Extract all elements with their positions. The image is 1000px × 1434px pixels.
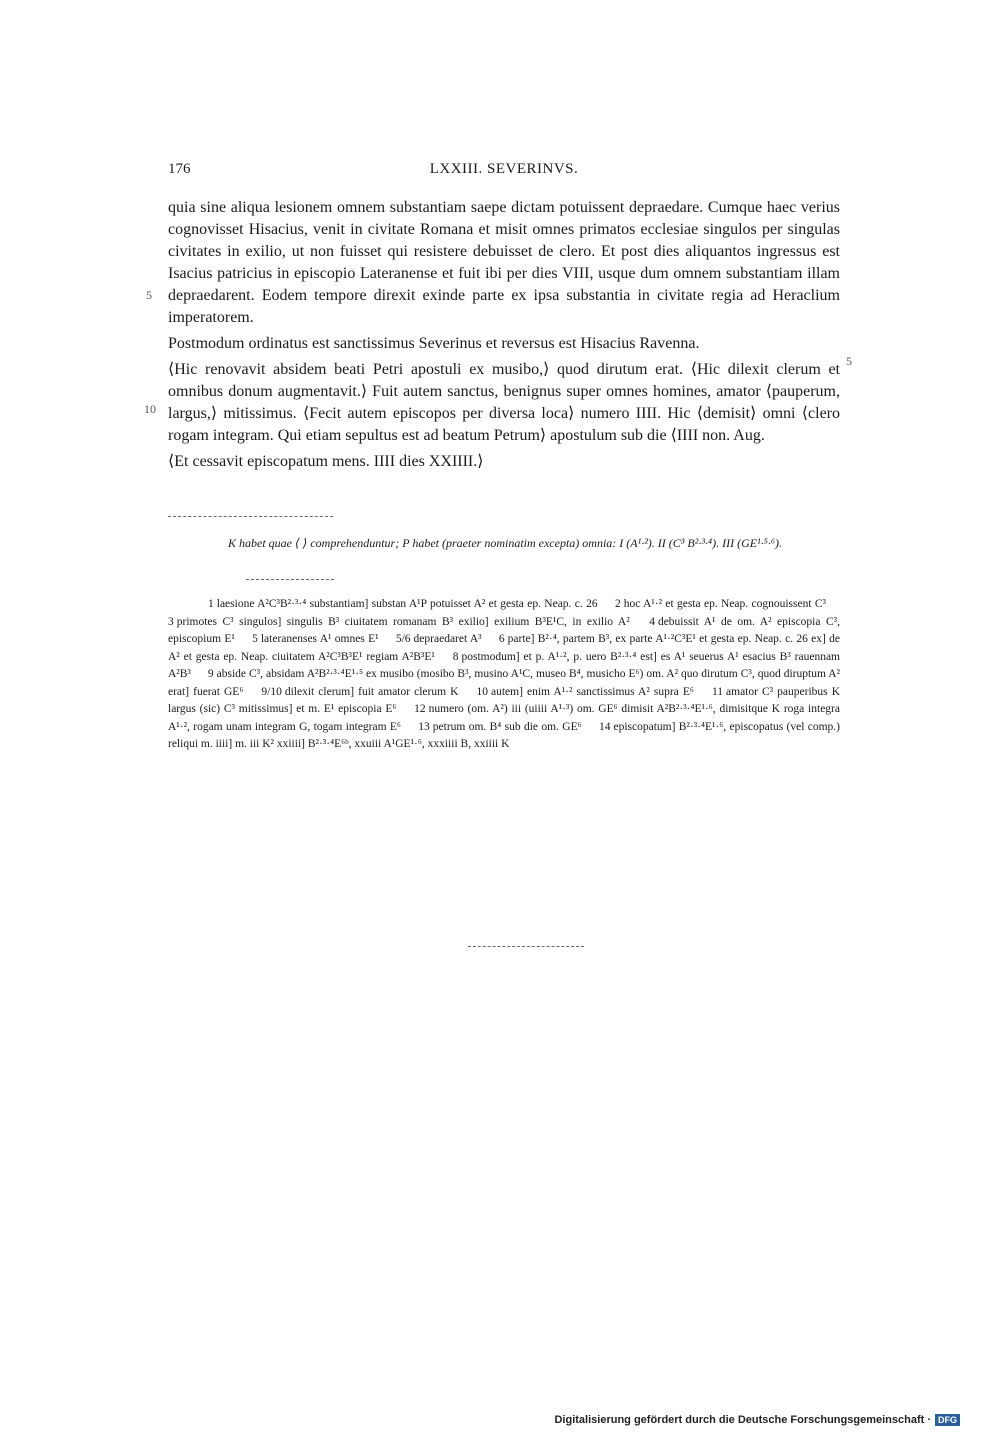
apparatus-text: lateranenses A¹ omnes E¹ bbox=[260, 633, 379, 645]
apparatus-line-number: 9 bbox=[207, 668, 214, 680]
apparatus-text: parte] B²·⁴, partem B³, ex parte A¹·²C³E¹ et gesta ep. Neap. c. 26 ex] de A² et gesta ep. Neap. ciuitatem A²C³B³E¹ regiam A²B³E¹ bbox=[168, 633, 840, 663]
apparatus-text: amator C³ pauperibus K largus (sic) C³ mitissimus] et m. E¹ episcopia E⁶ bbox=[168, 685, 841, 715]
apparatus-entry bbox=[168, 616, 630, 628]
page-number: 176 bbox=[168, 161, 191, 177]
apparatus-line-number: 6 bbox=[498, 633, 505, 645]
apparatus-entry bbox=[261, 686, 458, 698]
apparatus-line-number: 5 bbox=[252, 633, 258, 645]
apparatus-entry bbox=[396, 633, 482, 645]
separator-rule bbox=[246, 579, 334, 580]
apparatus-text: depraedaret A³ bbox=[413, 633, 482, 645]
footer-text: Digitalisierung gefördert durch die Deutsche Forschungsgemeinschaft · bbox=[554, 1414, 931, 1426]
main-text bbox=[168, 197, 840, 477]
page-header bbox=[168, 161, 840, 183]
siglum-note: K habet quae ⟨ ⟩ comprehenduntur; P habet (praeter nominatim excepta) omnia: I (A¹·²). II (C³ B²·³·⁴). III (GE¹·⁵·⁶). bbox=[228, 536, 782, 550]
apparatus-line-number: 4 bbox=[649, 615, 655, 628]
apparatus-entry bbox=[208, 598, 598, 610]
line-number-right: 5 bbox=[846, 354, 852, 368]
end-rule bbox=[468, 946, 584, 947]
paragraph: ⟨Et cessavit episcopatum mens. IIII dies XXIIII.⟩ bbox=[168, 453, 484, 470]
apparatus-text: debuissit A¹ de om. A² episcopia C³, episcopium E¹ bbox=[168, 615, 840, 645]
apparatus-entry bbox=[615, 598, 826, 610]
apparatus-line-number: 9/10 bbox=[261, 685, 282, 698]
apparatus-text: laesione A²C³B²·³·⁴ substantiam] substan A¹P potuisset A² et gesta ep. Neap. c. 26 bbox=[216, 598, 598, 610]
paragraph: ⟨Hic renovavit absidem beati Petri apostuli ex musibo,⟩ quod dirutum erat. ⟨Hic dilexit clerum et omnibus donum augmentavit.⟩ Fuit autem sanctus, benignus super omnes homines, amator ⟨pauperum, largus,⟩ mitissimus. ⟨Fecit autem episcopos per diversa loca⟩ numero IIII. Hic ⟨demisit⟩ omni ⟨clero rogam integram. Qui etiam sepultus est ad beatum Petrum⟩ apostulum sub die ⟨IIII non. Aug. bbox=[168, 361, 840, 444]
apparatus-line-number: 14 bbox=[598, 720, 611, 733]
apparatus-text: petrum om. B⁴ sub die om. GE⁶ bbox=[432, 720, 582, 733]
apparatus-line-number: 11 bbox=[711, 685, 724, 698]
apparatus-text: abside C³, absidam A²B²·³·⁴E¹·⁵ ex musibo (mosibo B³, musino A¹C, museo B⁴, musicho E⁶) om. A² quo dirutum C³, quod diruptum A² erat] fuerat GE⁶ bbox=[168, 668, 841, 698]
footer-credit bbox=[554, 1414, 960, 1426]
paragraph: quia sine aliqua lesionem omnem substantiam saepe dictam potuissent depraedare. Cumque haec verius cognovisset Hisacius, venit in civitate Romana et misit omnes primatos ecclesiae singulos per singulas civitates in exilio, ut non fuisset qui resistere debuisset de clero. Et post dies aliquantos ingressus est Isacius patricius in episcopio Lateranense et fuit ibi per dies VIII, usque dum omnem substantiam illam depraedarent. Eodem tempore direxit exinde parte ex ipsa substantia in civitate regia ad Heraclium imperatorem. bbox=[168, 199, 840, 326]
separator-rule bbox=[168, 516, 333, 517]
line-number-left: 5 bbox=[146, 288, 152, 302]
apparatus-line-number: 10 bbox=[476, 685, 488, 698]
apparatus-line-number: 1 bbox=[208, 598, 214, 610]
apparatus-text: postmodum] et p. A¹·², p. uero B²·³·⁴ est] es A¹ seuerus A¹ esacius B³ rauennam A²B³ bbox=[168, 650, 841, 680]
apparatus-text: autem] enim A¹·² sanctissimus A² supra E⁶ bbox=[491, 685, 694, 698]
running-title: LXXIII. SEVERINVS. bbox=[429, 161, 579, 177]
apparatus-text: primotes C³ singulos] singulis B³ ciuitatem romanam B³ exilio] exilium B³E¹C, in exilio A² bbox=[176, 615, 630, 628]
apparatus-line-number: 12 bbox=[414, 703, 426, 715]
line-number-left: 10 bbox=[144, 402, 156, 416]
apparatus-line-number: 2 bbox=[614, 598, 621, 610]
apparatus-line-number: 5/6 bbox=[395, 633, 411, 645]
dfg-logo: DFG bbox=[935, 1414, 960, 1426]
apparatus-entry bbox=[252, 633, 378, 645]
apparatus-line-number: 3 bbox=[168, 615, 174, 628]
critical-apparatus bbox=[168, 596, 840, 754]
apparatus-line-number: 8 bbox=[452, 650, 459, 663]
apparatus-entry bbox=[418, 721, 581, 733]
apparatus-text: dilexit clerum] fuit amator clerum K bbox=[284, 685, 459, 698]
apparatus-text: episcopatum] B²·³·⁴E¹·⁶, episcopatus (vel comp.) reliqui m. iiii] m. iii K² xxiiii] B²·³·⁴E⁶ᵇ, xxuiii A¹GE¹·⁶, xxxiiii B, xxiiii K bbox=[168, 720, 841, 750]
paragraph: Postmodum ordinatus est sanctissimus Severinus et reversus est Hisacius Ravenna. bbox=[168, 335, 700, 352]
apparatus-entry bbox=[477, 686, 694, 698]
apparatus-line-number: 13 bbox=[418, 720, 430, 733]
apparatus-text: hoc A¹·² et gesta ep. Neap. cognouissent C³ bbox=[623, 598, 827, 610]
apparatus-text: numero (om. A²) iii (uiiii A¹·³) om. GE⁶ dimisit A²B²·³·⁴E¹·⁶, dimisitque K roga integra A¹·², rogam unam integram G, togam integram E⁶ bbox=[168, 703, 840, 733]
